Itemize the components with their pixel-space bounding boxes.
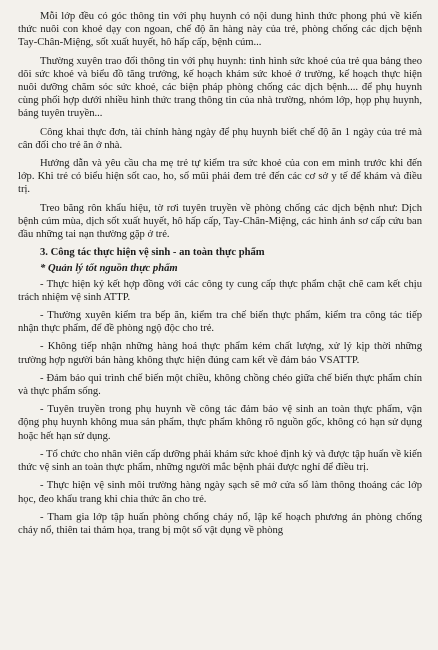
list-item: - Tổ chức cho nhân viên cấp dưỡng phải khám sức khoẻ định kỳ và được tập huấn về kiến thức vệ sinh an toàn thực phẩm, những người mắc bệnh phải được nghỉ để điều trị. — [18, 448, 422, 474]
paragraph-public-menu: Công khai thực đơn, tài chính hàng ngày để phụ huynh biết chế độ ăn 1 ngày của trẻ mà cân đối cho trẻ ăn ở nhà. — [18, 126, 422, 151]
list-item: - Thực hiện vệ sinh môi trường hàng ngày sạch sẽ mở cửa sổ làm thông thoáng các lớp học, đeo khẩu trang khi chia thức ăn cho trẻ. — [18, 480, 422, 505]
section-heading-food-safety: 3. Công tác thực hiện vệ sinh - an toàn thực phẩm — [40, 247, 265, 259]
list-item: - Thường xuyên kiểm tra bếp ăn, kiểm tra chế biến thực phẩm, kiểm tra công tác tiếp nhận thực phẩm, để đề phòng ngộ độc cho trẻ. — [18, 310, 422, 335]
paragraph-information-exchange: Thường xuyên trao đổi thông tin với phụ huynh: tình hình sức khoẻ của trẻ qua bảng theo dõi sức khoẻ và biểu đồ tăng trưởng, kế hoạch khám sức khoẻ ở trường, kế hoạch thực hiện nuôi dưỡng chăm sóc sức khoẻ, các biện pháp phòng chống các dịch bệnh.... để phụ huynh cùng phối hợp dưới nhiều hình thức trang thông tin của nhà trường, nhóm lớp, họp phụ huynh, bảng tuyên truyền... — [18, 55, 422, 120]
subheading-food-source-management: * Quản lý tốt nguồn thực phẩm — [40, 263, 178, 275]
paragraph-health-check-guidance: Hướng dẫn và yêu cầu cha mẹ trẻ tự kiểm tra sức khoẻ của con em mình trước khi đến lớp. Khi trẻ có biểu hiện sốt cao, ho, sổ mũi phải đem trẻ đến các cơ sở y tế để khám và điều trị. — [18, 158, 422, 196]
list-item: - Tham gia lớp tập huấn phòng chống cháy nổ, lập kế hoạch phương án phòng chống cháy nổ, thiên tai thảm họa, trang bị một số vật dụng về phòng — [18, 511, 422, 536]
paragraph-parent-info-corner: Mỗi lớp đều có góc thông tin với phụ huynh có nội dung hình thức phong phú về kiến thức nuôi con khoẻ dạy con ngoan, chế độ ăn hàng này của trẻ, phòng chống các dịch bệnh Tay-Chân-Miệng, sốt xuất huyết, hô hấp cấp, bệnh cúm... — [18, 11, 422, 49]
paragraph-banners-leaflets: Treo băng rôn khẩu hiệu, tờ rơi tuyên truyền về phòng chống các dịch bệnh như: Dịch bệnh cúm mùa, dịch sốt xuất huyết, hô hấp cấp, Tay-Chân-Miệng, các hình ảnh sơ cấp cứu ban đầu những tai nạn thường gặp ở trẻ. — [18, 202, 422, 241]
list-item: - Thực hiện ký kết hợp đồng với các công ty cung cấp thực phẩm chặt chẽ cam kết chịu trách nhiệm vệ sinh ATTP. — [18, 278, 422, 303]
list-item: - Tuyên truyền trong phụ huynh về công tác đảm bảo vệ sinh an toàn thực phẩm, vận động phụ huynh không mua sản phẩm, thực phẩm không rõ nguồn gốc, không có hạn sử dụng hoặc hết hạn sử dụng. — [18, 404, 422, 442]
list-item: - Không tiếp nhận những hàng hoá thực phẩm kém chất lượng, xử lý kịp thời những trường hợp người bán hàng không thực hiện đúng cam kết về đảm bảo VSATTP. — [18, 341, 422, 366]
list-item: - Đảm bảo qui trình chế biến một chiều, không chồng chéo giữa chế biến thực phẩm chín và thực phẩm sống. — [18, 372, 422, 398]
